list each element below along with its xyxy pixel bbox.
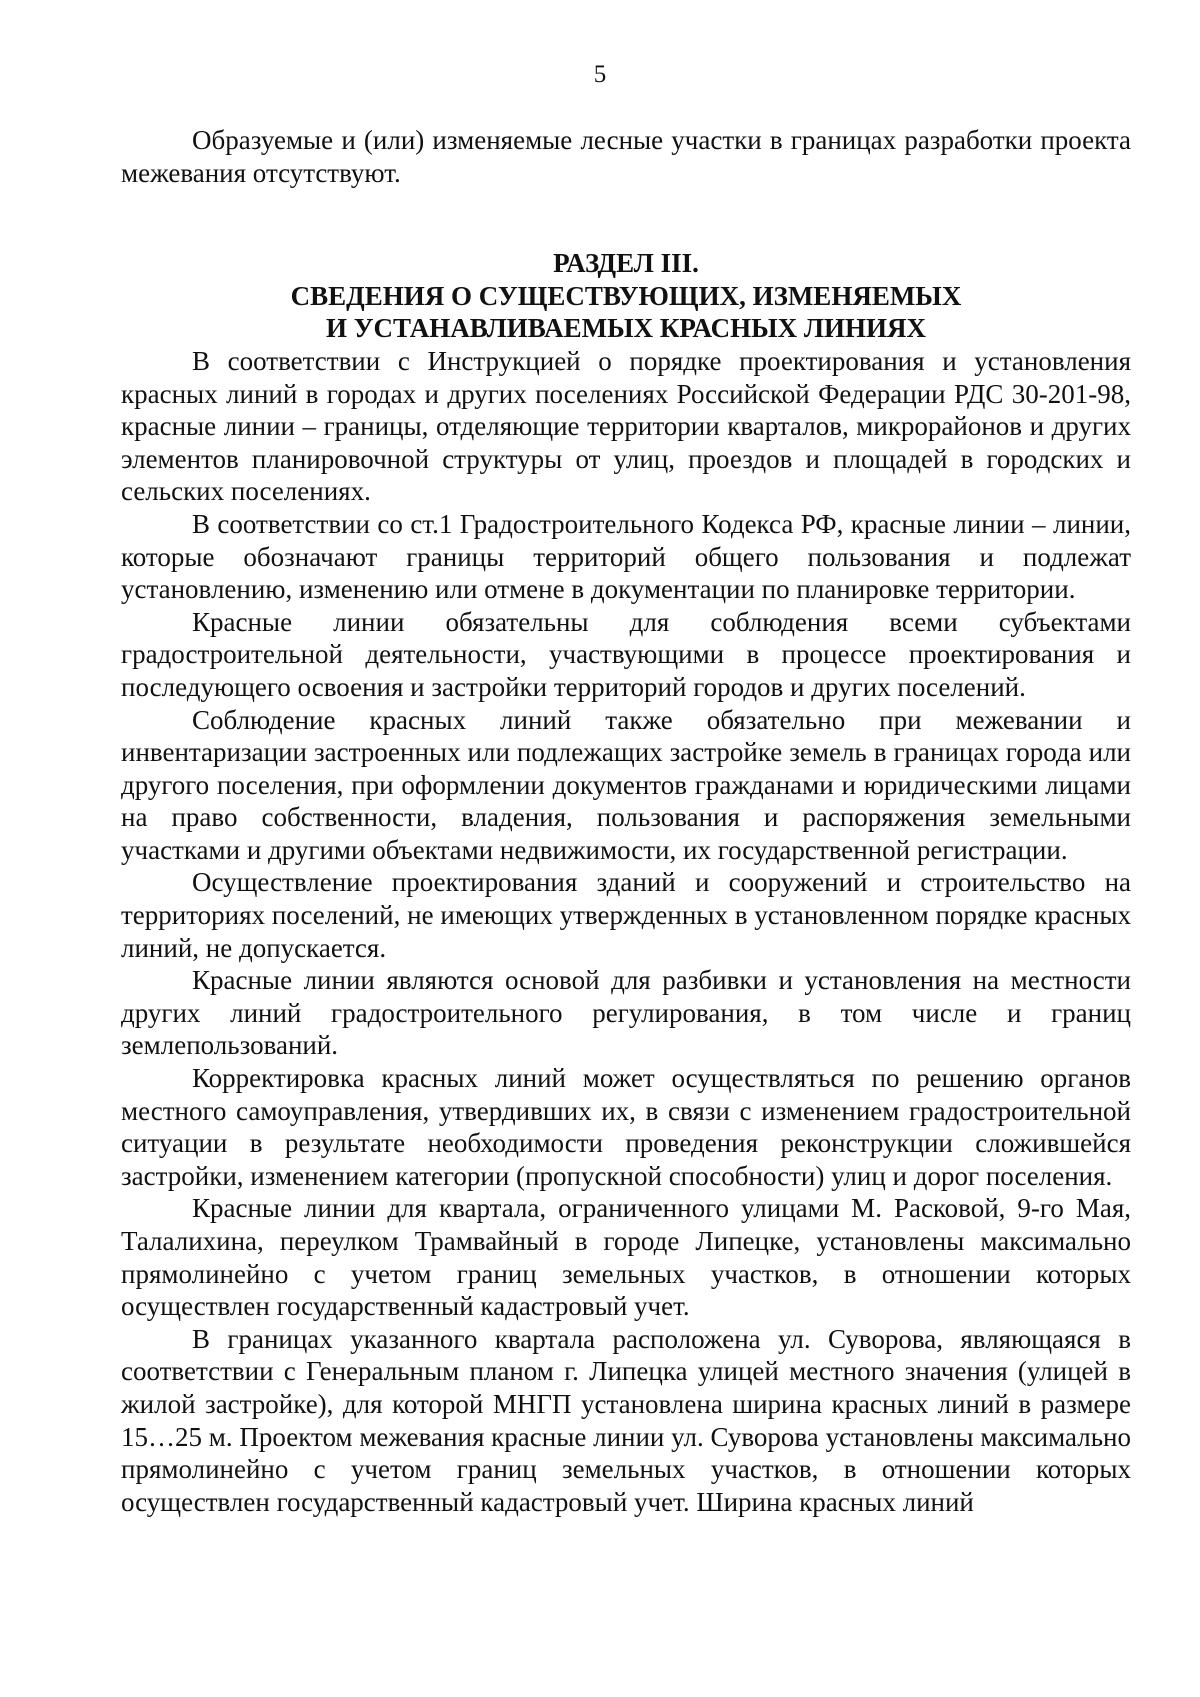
document-body <box>121 124 1131 1518</box>
section-heading-line-1: РАЗДЕЛ III. <box>553 248 699 279</box>
paragraph-construction-prohibited: Осуществление проектирования зданий и сооружений и строительство на территориях поселений, не имеющих утвержденных в установленном порядке красных линий, не допускается. <box>121 867 1131 963</box>
paragraph-red-lines-definition: В соответствии с Инструкцией о порядке проектирования и установления красных линий в городах и других поселениях Российской Федерации РДС 30-201-98, красные линии – границы, отделяющие территории кварталов, микрорайонов и других элементов планировочной структуры от улиц, проездов и площадей в городских и сельских поселениях. <box>121 345 1131 507</box>
paragraph-basis-for-layout: Красные линии являются основой для разбивки и установления на местности других линий градостроительного регулирования, в том числе и границ землепользований. <box>121 965 1131 1061</box>
paragraph-mandatory-compliance: Красные линии обязательны для соблюдения всеми субъектами градостроительной деятельности, участвующими в процессе проектирования и последующего освоения и застройки территорий городов и других поселений. <box>121 606 1131 702</box>
paragraph-quarter-red-lines: Красные линии для квартала, ограниченного улицами М. Расковой, 9-го Мая, Талалихина, переулком Трамвайный в городе Липецке, установлены максимально прямолинейно с учетом границ земельных участков, в отношении которых осуществлен государственный кадастровый учет. <box>121 1193 1131 1322</box>
page-number: 5 <box>593 61 607 88</box>
section-heading-line-3: И УСТАНАВЛИВАЕМЫХ КРАСНЫХ ЛИНИЯХ <box>325 313 927 344</box>
section-heading-line-2: СВЕДЕНИЯ О СУЩЕСТВУЮЩИХ, ИЗМЕНЯЕМЫХ <box>290 280 962 311</box>
section-heading <box>121 247 1131 345</box>
paragraph-suvorova-street: В границах указанного квартала расположена ул. Суворова, являющаяся в соответствии с Генеральным планом г. Липецка улицей местного значения (улицей в жилой застройке), для которой МНГП установлена ширина красных линий в размере 15…25 м. Проектом межевания красные линии ул. Суворова установлены максимально прямолинейно с учетом границ земельных участков, в отношении которых осуществлен государственный кадастровый учет. Ширина красных линий <box>121 1323 1131 1517</box>
paragraph-town-planning-code: В соответствии со ст.1 Градостроительного Кодекса РФ, красные линии – линии, которые обозначают границы территорий общего пользования и подлежат установлению, изменению или отмене в документации по планировке территории. <box>121 508 1131 605</box>
paragraph-correction: Корректировка красных линий может осуществляться по решению органов местного самоуправления, утвердивших их, в связи с изменением градостроительной ситуации в результате необходимости проведения реконструкции сложившейся застройки, изменением категории (пропускной способности) улиц и дорог поселения. <box>121 1063 1131 1191</box>
paragraph-land-surveying: Соблюдение красных линий также обязательно при межевании и инвентаризации застроенных или подлежащих застройке земель в границах города или другого поселения, при оформлении документов гражданами и юридическими лицами на право собственности, владения, пользования и распоряжения земельными участками и другими объектами недвижимости, их государственной регистрации. <box>121 704 1131 865</box>
intro-paragraph: Образуемые и (или) изменяемые лесные участки в границах разработки проекта межевания отсутствуют. <box>121 125 1131 188</box>
